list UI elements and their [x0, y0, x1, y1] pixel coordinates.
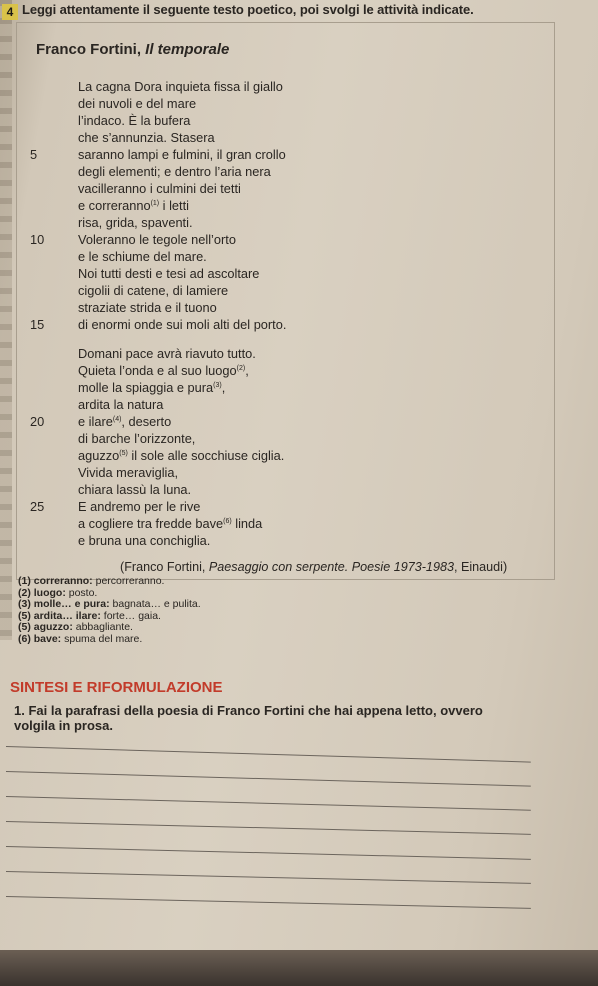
verse-line [0, 362, 560, 379]
exercise-number-badge: 4 [2, 4, 18, 20]
exercise-instruction: Leggi attentamente il seguente testo poetico, poi svolgi le attività indicate. [22, 2, 474, 17]
verse-line [0, 129, 560, 146]
verse-number: 10 [30, 232, 45, 247]
verse-text [78, 447, 284, 464]
desk-surface [0, 950, 598, 986]
verse-text [78, 146, 286, 163]
verse-text [78, 498, 200, 515]
verse-text [78, 282, 228, 299]
verse-segment: ardita la natura [78, 397, 164, 412]
verse-segment: linda [231, 516, 263, 531]
verse-number: 5 [30, 147, 38, 162]
verse-line [0, 248, 560, 265]
source-work: Paesaggio con serpente. Poesie 1973-1983 [208, 560, 454, 574]
verse-line [0, 112, 560, 129]
footnote-term: (3) molle… e pura: [18, 598, 110, 611]
verse-segment: i letti [159, 198, 189, 213]
verse-segment: , [221, 380, 226, 395]
verse-line [0, 299, 560, 316]
poem-title-text: Il temporale [145, 41, 230, 58]
answer-line[interactable] [6, 746, 531, 763]
footnote [18, 634, 558, 646]
verse-line [0, 265, 560, 282]
verse-line [0, 214, 560, 231]
verse-segment: e le schiume del mare. [78, 249, 207, 264]
section-title: SINTESI E RIFORMULAZIONE [10, 679, 223, 696]
verse-segment: di enormi onde sui moli alti del porto. [78, 317, 287, 332]
footnote-ref: (4) [112, 416, 122, 423]
footnote-definition: percorreranno. [92, 575, 165, 587]
verse-text [78, 413, 171, 430]
verse-segment: saranno lampi e fulmini, il gran crollo [78, 147, 286, 162]
verse-segment: molle la spiaggia e pura [78, 380, 214, 395]
verse-line [0, 430, 560, 447]
verse-line [0, 396, 560, 413]
poem-source [120, 560, 507, 574]
verse-segment: La cagna Dora inquieta fissa il giallo [78, 79, 283, 94]
verse-text [78, 78, 283, 95]
footnote-definition: forte… gaia. [100, 609, 161, 622]
footnote-term: (1) correranno: [18, 575, 93, 587]
verse-text [78, 379, 225, 396]
footnote-ref: (5) [119, 450, 128, 457]
verse-segment: di barche l’orizzonte, [78, 431, 196, 446]
answer-line[interactable] [6, 846, 531, 860]
verse-text [78, 316, 286, 333]
answer-line[interactable] [6, 871, 531, 884]
verse-segment: Quieta l’onda e al suo luogo [78, 363, 237, 378]
verse-text [78, 248, 207, 265]
verse-text [78, 231, 236, 248]
verse-line [0, 464, 560, 481]
footnote-definition: posto. [65, 586, 98, 599]
verse-line [0, 95, 560, 112]
verse-text [78, 532, 210, 549]
source-suffix: , Einaudi) [453, 560, 508, 574]
verse-line [0, 231, 560, 248]
verse-line [0, 146, 560, 163]
verse-line [0, 447, 560, 464]
verse-segment: vacilleranno i culmini dei tetti [78, 181, 241, 196]
footnote-term: (6) bave: [18, 632, 62, 645]
footnote [18, 576, 558, 588]
verse-line [0, 345, 560, 362]
footnote-term: (2) luogo: [18, 586, 66, 599]
verse-segment: Vivida meraviglia, [78, 465, 179, 480]
footnote-ref: (1) [150, 200, 160, 207]
verse-line [0, 282, 560, 299]
verse-segment: e correranno [78, 198, 151, 213]
verse-line [0, 498, 560, 515]
verse-line [0, 316, 560, 333]
verse-segment: Voleranno le tegole nell’orto [78, 232, 236, 247]
footnote-definition: spuma del mare. [61, 632, 143, 645]
verse-segment: e ilare [78, 414, 113, 429]
footnote-ref: (3) [213, 382, 222, 389]
verse-text [78, 163, 271, 180]
footnote-term: (5) aguzzo: [18, 621, 73, 634]
verse-text [78, 95, 196, 112]
verse-segment: Domani pace avrà riavuto tutto. [78, 346, 256, 361]
verse-number: 25 [30, 499, 45, 514]
answer-line[interactable] [6, 796, 531, 811]
poem-body [0, 78, 560, 549]
verse-text [78, 197, 189, 214]
verse-segment: , deserto [121, 414, 172, 429]
verse-text [78, 265, 259, 282]
verse-text [78, 299, 217, 316]
verse-line [0, 481, 560, 498]
verse-text [78, 464, 178, 481]
verse-line [0, 197, 560, 214]
answer-line[interactable] [6, 821, 531, 835]
verse-line [0, 413, 560, 430]
verse-segment: Noi tutti desti e tesi ad ascoltare [78, 266, 260, 281]
verse-line [0, 379, 560, 396]
question-text: 1. Fai la parafrasi della poesia di Franco Fortini che hai appena letto, ovvero volgila in prosa. [14, 703, 483, 733]
verse-line [0, 78, 560, 95]
verse-segment: E andremo per le rive [78, 499, 201, 514]
answer-line[interactable] [6, 896, 531, 909]
verse-segment: che s’annunzia. Stasera [78, 130, 215, 145]
verse-segment: dei nuvoli e del mare [78, 96, 197, 111]
footnote-definition: abbagliante. [72, 621, 133, 634]
footnote-term: (5) ardita… ilare: [18, 609, 101, 622]
verse-segment: aguzzo [78, 448, 120, 463]
answer-line[interactable] [6, 771, 531, 787]
verse-line [0, 515, 560, 532]
poem-author: Franco Fortini, [36, 41, 141, 58]
verse-segment: e bruna una conchiglia. [78, 533, 211, 548]
verse-number: 15 [30, 317, 45, 332]
verse-segment: chiara lassù la luna. [78, 482, 192, 497]
verse-text [78, 129, 215, 146]
verse-segment: cigolii di catene, di lamiere [78, 283, 229, 298]
verse-segment: straziate strida e il tuono [78, 300, 217, 315]
verse-text [78, 345, 256, 362]
verse-text [78, 362, 249, 379]
footnotes [18, 576, 558, 646]
footnote-ref: (2) [236, 365, 246, 372]
verse-segment: degli elementi; e dentro l’aria nera [78, 164, 271, 179]
verse-number: 20 [30, 414, 45, 429]
verse-text [78, 180, 241, 197]
verse-line [0, 180, 560, 197]
verse-text [78, 481, 191, 498]
verse-text [78, 112, 190, 129]
verse-segment: il sole alle socchiuse ciglia. [127, 448, 285, 463]
stanza-gap [0, 333, 560, 345]
verse-text [78, 396, 163, 413]
verse-line [0, 163, 560, 180]
footnote-ref: (6) [223, 518, 232, 525]
verse-segment: risa, grida, spaventi. [78, 215, 193, 230]
verse-segment: l’indaco. È la bufera [78, 113, 191, 128]
verse-line [0, 532, 560, 549]
footnote-definition: bagnata… e pulita. [109, 598, 201, 611]
verse-text [78, 430, 195, 447]
poem-title [36, 41, 229, 58]
source-prefix: (Franco Fortini, [120, 560, 209, 574]
verse-text [78, 515, 262, 532]
verse-text [78, 214, 193, 231]
verse-segment: a cogliere tra fredde bave [78, 516, 224, 531]
verse-segment: , [245, 363, 249, 378]
